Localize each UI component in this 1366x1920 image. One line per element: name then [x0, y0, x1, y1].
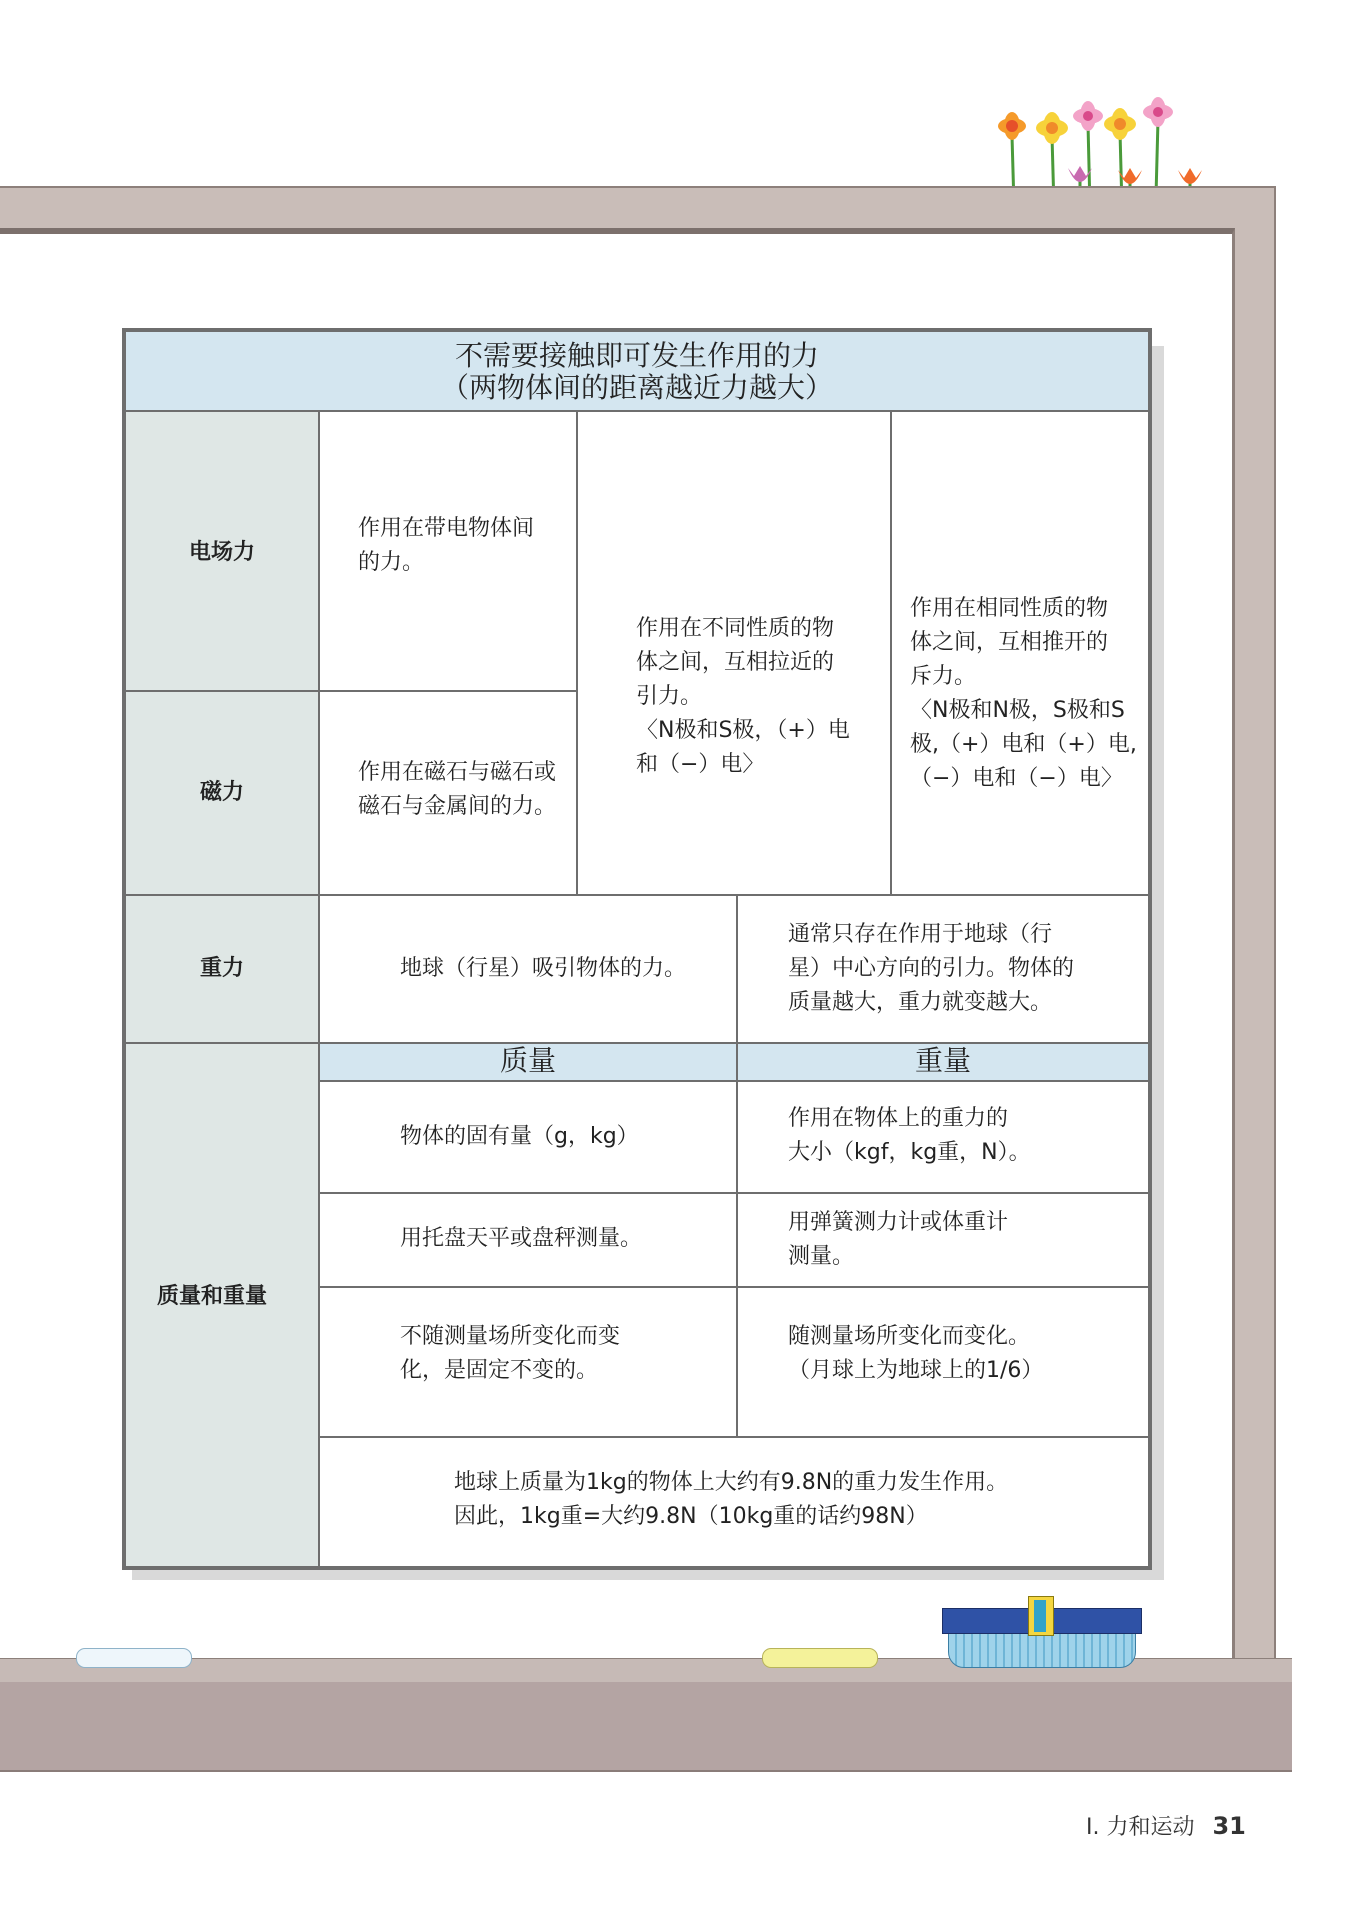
weight-measure: 用弹簧测力计或体重计 测量。	[788, 1210, 1009, 1269]
page-number: 31	[1212, 1812, 1246, 1840]
weight-header-cell	[737, 1043, 1149, 1081]
repulsion-cell	[891, 411, 1149, 895]
row-label-gravity	[125, 895, 319, 1043]
weight-header: 重量	[914, 1044, 971, 1077]
row-label-electric	[125, 411, 319, 691]
mass-header-cell	[319, 1043, 737, 1081]
repulsion-desc: 作用在相同性质的物 体之间，互相推开的 斥力。 〈N极和N极，S极和S 极,（+）电和（+）电, （−）电和（−）电〉	[910, 596, 1137, 791]
row-label-mass-weight	[125, 1043, 319, 1567]
weight-def-cell	[737, 1081, 1149, 1193]
attraction-desc: 作用在不同性质的物 体之间，互相拉近的 引力。 〈N极和S极，（+）电 和（−）电〉	[636, 616, 850, 777]
flower-pink-2	[1143, 97, 1173, 196]
summary-text: 地球上质量为1kg的物体上大约有9.8N的重力发生作用。 因此，1kg重=大约9.8N（10kg重的话约98N）	[454, 1470, 1009, 1529]
table-title-line1: 不需要接触即可发生作用的力	[454, 339, 819, 372]
label-gravity: 重力	[199, 956, 244, 981]
chapter-title: Ⅰ. 力和运动	[1086, 1815, 1195, 1840]
board-eraser	[942, 1608, 1142, 1670]
mass-change: 不随测量场所变化而变 化，是固定不变的。	[400, 1324, 621, 1383]
summary-cell	[319, 1437, 1149, 1567]
mass-measure-cell	[319, 1193, 737, 1287]
weight-def: 作用在物体上的重力的 大小（kgf，kg重，N）。	[788, 1106, 1031, 1165]
force-table	[122, 328, 1152, 1570]
table-title-cell	[125, 331, 1149, 411]
weight-change: 随测量场所变化而变化。 （月球上为地球上的1/6）	[788, 1324, 1044, 1383]
yellow-chalk	[762, 1648, 878, 1668]
page-footer	[1086, 1810, 1246, 1841]
eraser-pad	[948, 1632, 1136, 1668]
attraction-cell	[577, 411, 891, 895]
white-chalk	[76, 1648, 192, 1668]
table-title-line2: （两物体间的距离越近力越大）	[440, 371, 833, 404]
mass-measure: 用托盘天平或盘秤测量。	[400, 1226, 643, 1251]
gravity-desc: 地球（行星）吸引物体的力。	[400, 956, 687, 981]
gravity-desc-cell	[319, 895, 737, 1043]
magnetic-desc: 作用在磁石与磁石或 磁石与金属间的力。	[358, 760, 557, 819]
weight-change-cell	[737, 1287, 1149, 1437]
eraser-handle-inner	[1034, 1600, 1046, 1632]
chalk-ledge-front	[0, 1682, 1292, 1772]
gravity-note: 通常只存在作用于地球（行 星）中心方向的引力。物体的 质量越大，重力就变越大。	[788, 922, 1075, 1015]
electric-desc-cell	[319, 411, 577, 691]
mass-def: 物体的固有量（g，kg）	[400, 1124, 639, 1149]
label-magnetic-force: 磁力	[199, 780, 244, 805]
label-mass-weight: 质量和重量	[156, 1284, 267, 1309]
weight-measure-cell	[737, 1193, 1149, 1287]
electric-desc: 作用在带电物体间 的力。	[358, 516, 535, 575]
gravity-note-cell	[737, 895, 1149, 1043]
row-label-magnetic	[125, 691, 319, 895]
mass-def-cell	[319, 1081, 737, 1193]
magnetic-desc-cell	[319, 691, 577, 895]
mass-header: 质量	[499, 1044, 556, 1077]
mass-change-cell	[319, 1287, 737, 1437]
label-electric-force: 电场力	[188, 540, 255, 565]
